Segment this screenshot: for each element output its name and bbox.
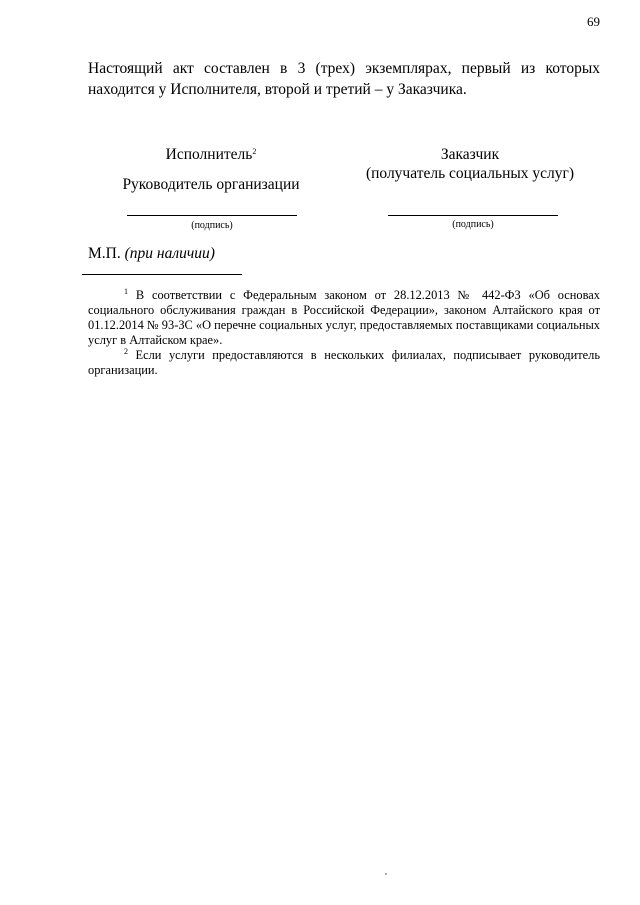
executor-title-text: Исполнитель xyxy=(165,146,253,163)
footnote-2-mark: 2 xyxy=(124,347,128,356)
executor-footnote-mark: 2 xyxy=(252,147,257,156)
executor-signature-caption: (подпись) xyxy=(191,220,233,231)
stamp-note: (при наличии) xyxy=(124,245,215,262)
footnote-1 xyxy=(88,288,600,348)
stamp-line xyxy=(88,245,215,263)
page-number: 69 xyxy=(587,14,600,29)
scan-speck xyxy=(385,873,387,875)
executor-title xyxy=(120,145,302,164)
footnotes xyxy=(88,288,600,378)
stamp-label: М.П. xyxy=(88,245,121,262)
executor-subtitle: Руководитель организации xyxy=(122,176,300,193)
customer-signature-line xyxy=(388,215,558,216)
customer-subtitle: (получатель социальных услуг) xyxy=(365,165,575,182)
customer-block xyxy=(350,145,590,183)
footnote-separator xyxy=(82,274,242,275)
footnote-1-mark: 1 xyxy=(124,287,128,296)
footnote-1-text: В соответствии с Федеральным законом от 28.12.2013 № 442-ФЗ «Об основах социального обслуживания граждан в Российской Федерации», законом Алтайского края от 01.12.2014 № 93-ЗС «О перечне социальных услуг, предоставляемых поставщиками социальных услуг в Алтайском крае». xyxy=(88,288,601,347)
executor-signature-line xyxy=(127,215,297,216)
customer-title: Заказчик xyxy=(440,146,500,163)
footnote-2 xyxy=(88,348,600,378)
act-copies-paragraph: Настоящий акт составлен в 3 (трех) экземплярах, первый из которых находится у Исполнителя, второй и третий – у Заказчика. xyxy=(88,60,600,98)
customer-signature-caption: (подпись) xyxy=(452,219,494,230)
footnote-2-text: Если услуги предоставляются в нескольких филиалах, подписывает руководитель организации. xyxy=(88,348,600,377)
